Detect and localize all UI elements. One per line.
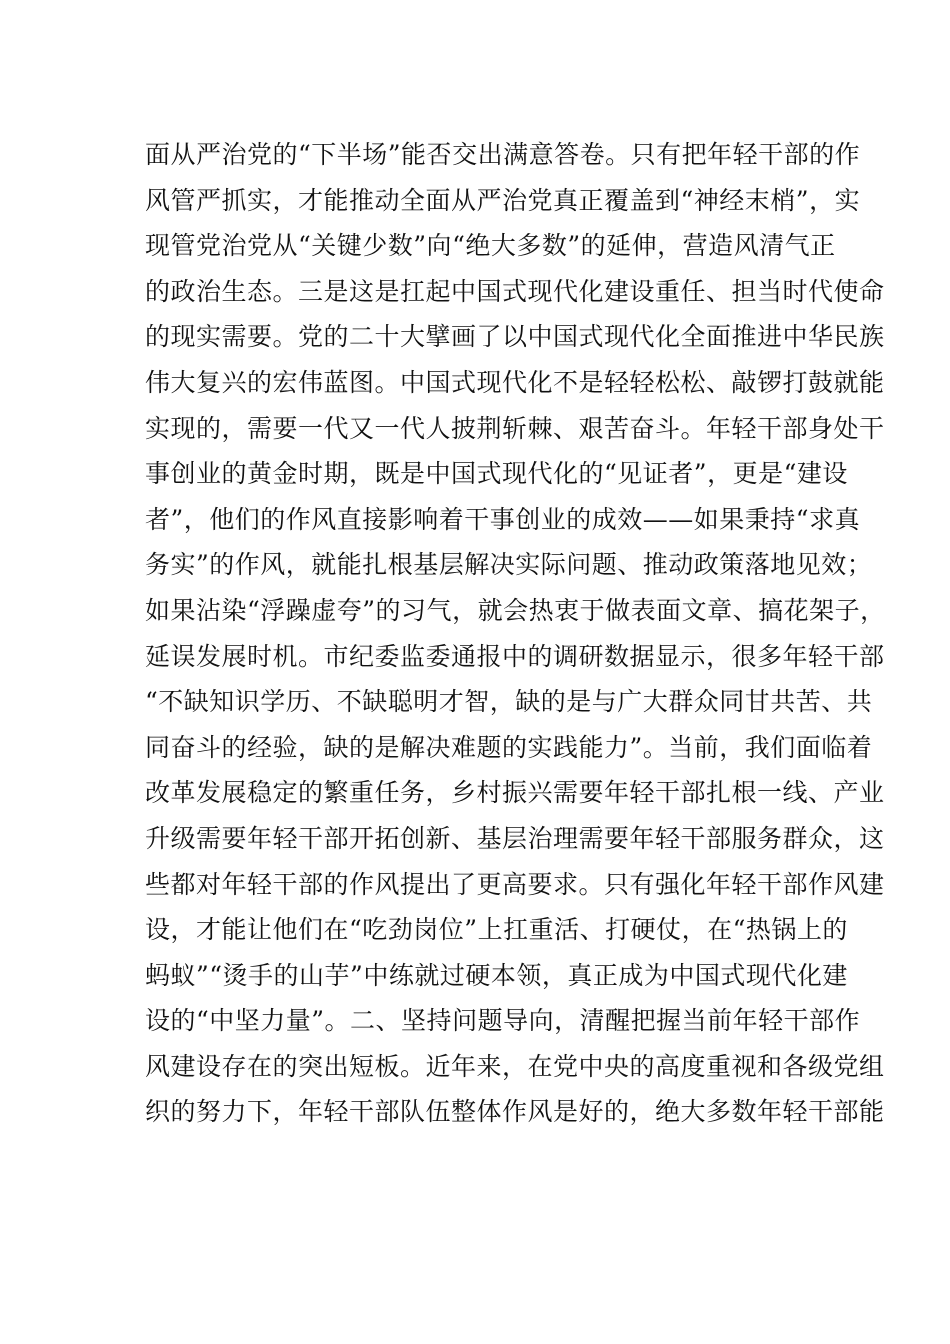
text-line-6: 伟大复兴的宏伟蓝图。中国式现代化不是轻轻松松、敲锣打鼓就能 <box>145 367 885 397</box>
text-line-1: 面从严治党的“下半场”能否交出满意答卷。只有把年轻干部的作 <box>145 140 861 169</box>
text-line-2: 风管严抓实，才能推动全面从严治党真正覆盖到“神经末梢”，实 <box>145 185 861 215</box>
body-text <box>145 132 886 1135</box>
text-line-19: 蚂蚁”“烫手的山芋”中练就过硬本领，真正成为中国式现代化建 <box>145 960 848 990</box>
text-line-8: 事创业的黄金时期，既是中国式现代化的“见证者”，更是“建设 <box>145 459 848 489</box>
text-line-9: 者”，他们的作风直接影响着干事创业的成效——如果秉持“求真 <box>145 504 861 534</box>
text-line-16: 升级需要年轻干部开拓创新、基层治理需要年轻干部服务群众，这 <box>145 823 885 853</box>
text-line-18: 设，才能让他们在“吃劲岗位”上扛重活、打硬仗，在“热锅上的 <box>145 915 848 945</box>
text-line-10: 务实”的作风，就能扎根基层解决实际问题、推动政策落地见效； <box>145 550 873 580</box>
text-line-11: 如果沾染“浮躁虚夸”的习气，就会热衷于做表面文章、搞花架子， <box>145 595 886 625</box>
text-line-20: 设的“中坚力量”。二、坚持问题导向，清醒把握当前年轻干部作 <box>145 1006 861 1036</box>
text-line-21: 风建设存在的突出短板。近年来，在党中央的高度重视和各级党组 <box>145 1051 885 1081</box>
text-line-5: 的现实需要。党的二十大擘画了以中国式现代化全面推进中华民族 <box>145 322 885 352</box>
text-line-14: 同奋斗的经验，缺的是解决难题的实践能力”。当前，我们面临着 <box>145 732 873 762</box>
text-line-4: 的政治生态。三是这是扛起中国式现代化建设重任、担当时代使命 <box>145 276 885 306</box>
text-line-17: 些都对年轻干部的作风提出了更高要求。只有强化年轻干部作风建 <box>145 869 885 899</box>
text-line-7: 实现的，需要一代又一代人披荆斩棘、艰苦奋斗。年轻干部身处干 <box>145 413 885 443</box>
text-line-3: 现管党治党从“关键少数”向“绝大多数”的延伸，营造风清气正 <box>145 231 836 261</box>
text-line-15: 改革发展稳定的繁重任务，乡村振兴需要年轻干部扎根一线、产业 <box>145 778 885 808</box>
text-line-22: 织的努力下，年轻干部队伍整体作风是好的，绝大多数年轻干部能 <box>145 1097 885 1127</box>
text-line-13: “不缺知识学历、不缺聪明才智，缺的是与广大群众同甘共苦、共 <box>145 687 873 717</box>
text-line-12: 延误发展时机。市纪委监委通报中的调研数据显示，很多年轻干部 <box>145 641 885 671</box>
